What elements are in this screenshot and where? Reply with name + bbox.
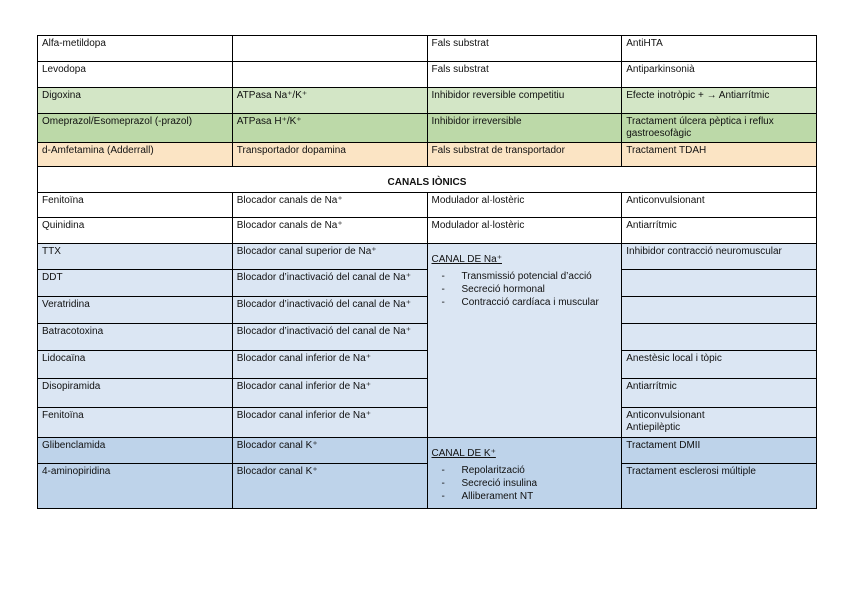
- list-item: - Repolarització: [442, 464, 618, 477]
- drug-name: Alfa-metildopa: [38, 36, 233, 62]
- target: Blocador d’inactivació del canal de Na⁺: [232, 324, 427, 351]
- mechanism: Fals substrat de transportador: [427, 143, 622, 167]
- use: Tractament DMII: [622, 438, 817, 464]
- table-row: [38, 218, 817, 244]
- drug-name: Quinidina: [38, 218, 233, 244]
- table-row: [38, 244, 817, 270]
- use: [622, 324, 817, 351]
- mechanism: Inhibidor irreversible: [427, 114, 622, 143]
- drug-table: [37, 35, 817, 509]
- target: Blocador canals de Na⁺: [232, 218, 427, 244]
- drug-name: 4-aminopiridina: [38, 464, 233, 509]
- drug-name: Omeprazol/Esomeprazol (-prazol): [38, 114, 233, 143]
- drug-name: TTX: [38, 244, 233, 270]
- canal-k-title: CANAL DE K⁺: [431, 448, 496, 459]
- use: Inhibidor contracció neuromuscular: [622, 244, 817, 270]
- target: Blocador d’inactivació del canal de Na⁺: [232, 270, 427, 297]
- drug-name: Glibenclamida: [38, 438, 233, 464]
- section-header-row: [38, 167, 817, 193]
- use: Tractament úlcera pèptica i reflux gastroesofàgic: [622, 114, 817, 143]
- target: ATPasa Na⁺/K⁺: [232, 88, 427, 114]
- target: Blocador canal inferior de Na⁺: [232, 379, 427, 408]
- target: ATPasa H⁺/K⁺: [232, 114, 427, 143]
- mechanism: Fals substrat: [427, 36, 622, 62]
- table-row: [38, 36, 817, 62]
- drug-name: Fenitoïna: [38, 193, 233, 218]
- target: Blocador canal superior de Na⁺: [232, 244, 427, 270]
- use: [622, 408, 817, 438]
- target: Blocador canal inferior de Na⁺: [232, 408, 427, 438]
- table-row: [38, 88, 817, 114]
- mechanism: Inhibidor reversible competitiu: [427, 88, 622, 114]
- use: Antiarrítmic: [622, 379, 817, 408]
- list-item: - Secreció hormonal: [442, 283, 618, 296]
- target: Transportador dopamina: [232, 143, 427, 167]
- use-line: Antiepilèptic: [626, 422, 681, 433]
- use: Anestèsic local i tòpic: [622, 351, 817, 379]
- list-item: - Transmissió potencial d’acció: [442, 270, 618, 283]
- use: Tractament esclerosi múltiple: [622, 464, 817, 509]
- mechanism: Modulador al·lostèric: [427, 218, 622, 244]
- drug-name: Lidocaïna: [38, 351, 233, 379]
- drug-name: Disopiramida: [38, 379, 233, 408]
- use: Antiparkinsonià: [622, 62, 817, 88]
- canal-na-list: [432, 270, 618, 309]
- section-title: CANALS IÒNICS: [38, 167, 817, 193]
- list-item: - Alliberament NT: [442, 490, 618, 503]
- drug-name: d-Amfetamina (Adderrall): [38, 143, 233, 167]
- drug-name: Levodopa: [38, 62, 233, 88]
- use: [622, 270, 817, 297]
- use: Tractament TDAH: [622, 143, 817, 167]
- mechanism: Fals substrat: [427, 62, 622, 88]
- target: Blocador canals de Na⁺: [232, 193, 427, 218]
- use-line: Anticonvulsionant: [626, 410, 705, 421]
- table-row: [38, 114, 817, 143]
- mechanism: Modulador al·lostèric: [427, 193, 622, 218]
- table-row: [38, 193, 817, 218]
- use: Antiarrítmic: [622, 218, 817, 244]
- target: [232, 36, 427, 62]
- drug-name: Veratridina: [38, 297, 233, 324]
- list-item: - Contracció cardíaca i muscular: [442, 296, 618, 309]
- use: Anticonvulsionant: [622, 193, 817, 218]
- drug-name: DDT: [38, 270, 233, 297]
- drug-name: Digoxina: [38, 88, 233, 114]
- drug-name: Batracotoxina: [38, 324, 233, 351]
- table-row: [38, 62, 817, 88]
- canal-k-list: [432, 464, 618, 503]
- target: Blocador canal inferior de Na⁺: [232, 351, 427, 379]
- target: Blocador canal K⁺: [232, 464, 427, 509]
- use: Efecte inotròpic + → Antiarrítmic: [622, 88, 817, 114]
- target: Blocador canal K⁺: [232, 438, 427, 464]
- table-row: [38, 438, 817, 464]
- drug-name: Fenitoïna: [38, 408, 233, 438]
- use: AntiHTA: [622, 36, 817, 62]
- canal-na-title: CANAL DE Na⁺: [431, 254, 502, 265]
- canal-na-cell: [427, 244, 622, 438]
- target: Blocador d’inactivació del canal de Na⁺: [232, 297, 427, 324]
- use: [622, 297, 817, 324]
- table-row: [38, 143, 817, 167]
- target: [232, 62, 427, 88]
- canal-k-cell: [427, 438, 622, 509]
- list-item: - Secreció insulina: [442, 477, 618, 490]
